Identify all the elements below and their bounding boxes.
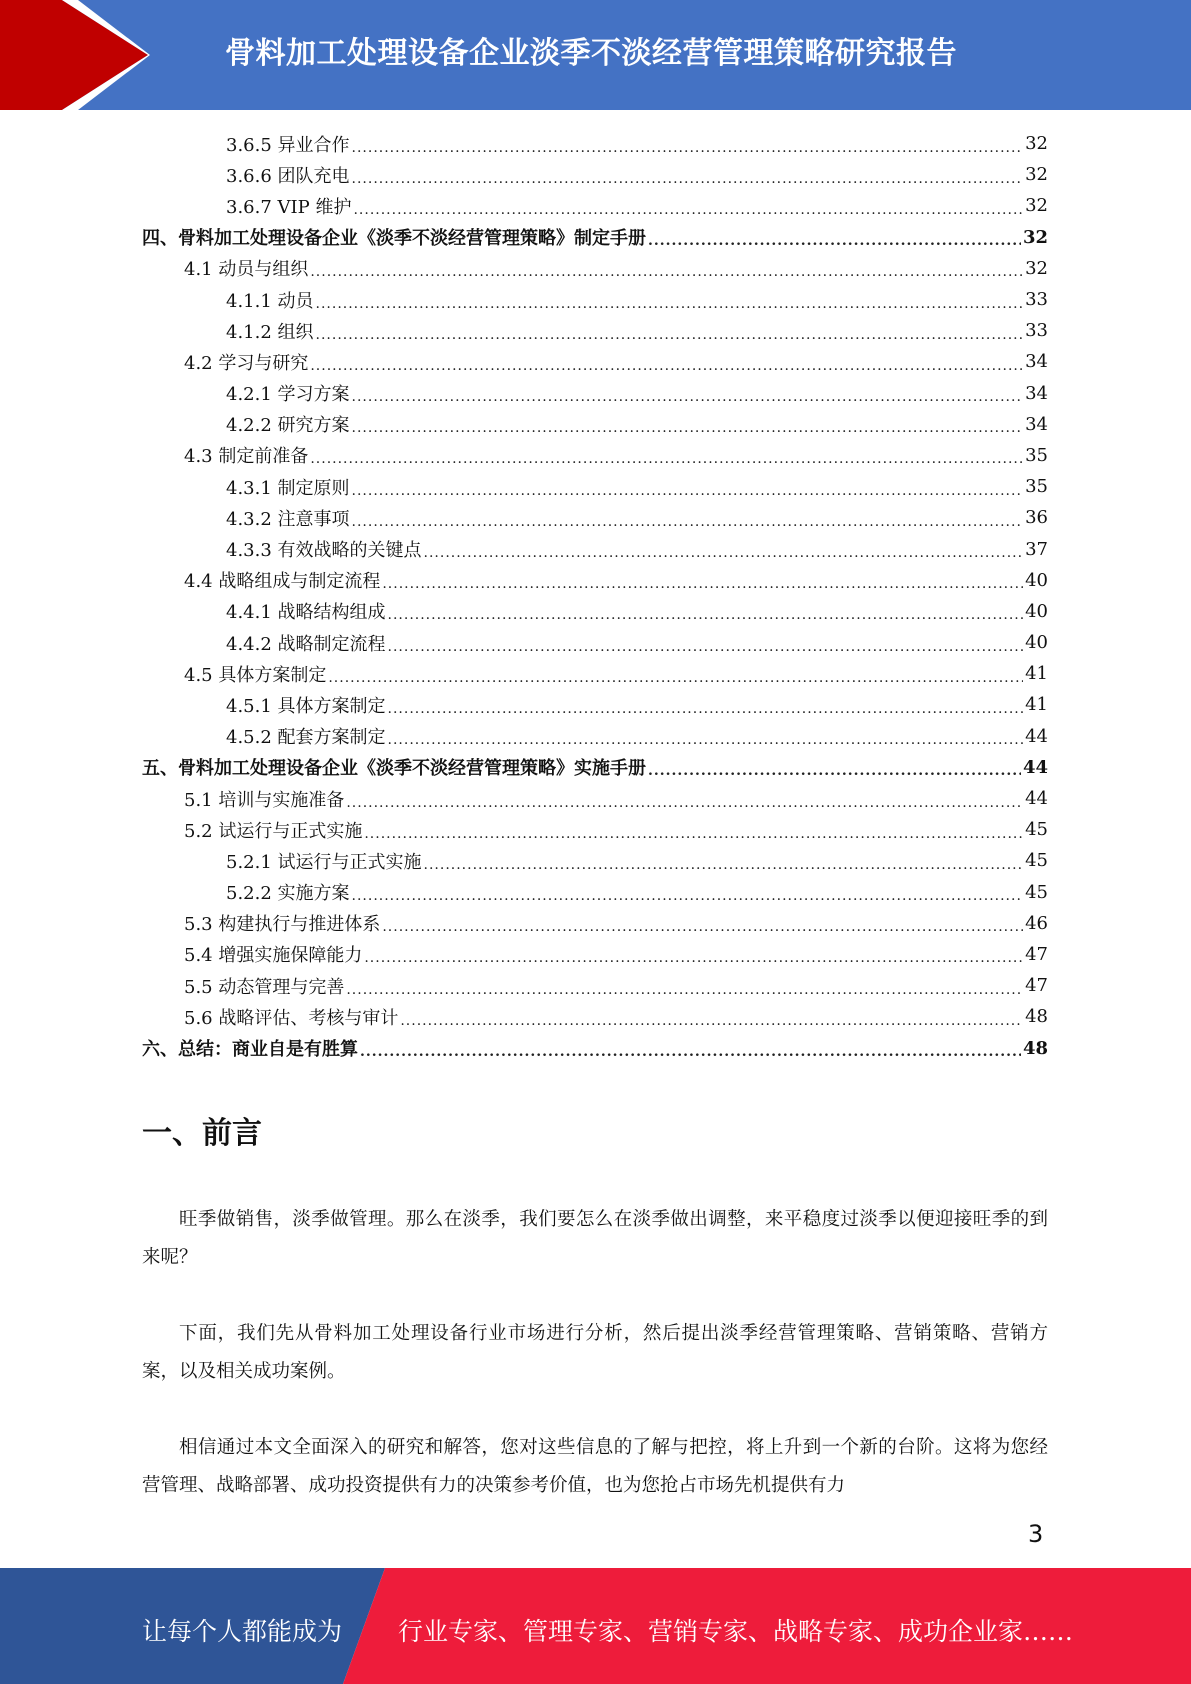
toc-leader-dots <box>352 888 1024 904</box>
toc-entry-page: 45 <box>1025 819 1048 841</box>
toc-entry-page: 41 <box>1025 694 1048 716</box>
toc-entry-page: 33 <box>1025 289 1048 311</box>
toc-entry-page: 35 <box>1025 444 1048 466</box>
toc-leader-dots <box>328 670 1023 686</box>
toc-entry-label: 4.5.2 配套方案制定 <box>226 727 386 749</box>
toc-leader-dots <box>316 296 1024 312</box>
toc-entry[interactable] <box>142 440 1048 471</box>
toc-entry-page: 44 <box>1025 725 1048 747</box>
footer-slogan-left: 让每个人都能成为 <box>142 1617 343 1646</box>
toc-entry[interactable] <box>142 908 1048 939</box>
toc-entry[interactable] <box>142 284 1048 315</box>
toc-leader-dots <box>648 763 1021 779</box>
toc-entry-page: 35 <box>1025 476 1048 498</box>
toc-leader-dots <box>352 389 1024 405</box>
toc-entry-label: 5.6 战略评估、考核与审计 <box>184 1007 399 1029</box>
toc-leader-dots <box>364 950 1023 966</box>
toc-leader-dots <box>424 857 1024 873</box>
toc-entry[interactable] <box>142 502 1048 533</box>
toc-entry-page: 47 <box>1025 975 1048 997</box>
toc-entry[interactable] <box>142 128 1048 159</box>
toc-entry-page: 44 <box>1022 756 1048 778</box>
toc-leader-dots <box>310 358 1023 374</box>
toc-entry[interactable] <box>142 253 1048 284</box>
toc-entry[interactable] <box>142 1032 1048 1063</box>
toc-leader-dots <box>388 732 1024 748</box>
toc-entry[interactable] <box>142 346 1048 377</box>
toc-entry-label: 五、骨料加工处理设备企业《淡季不淡经营管理策略》实施手册 <box>142 758 646 780</box>
toc-leader-dots <box>346 795 1023 811</box>
paragraph: 旺季做销售，淡季做管理。那么在淡季，我们要怎么在淡季做出调整，来平稳度过淡季以便迎接旺季的到来呢？ <box>142 1209 1048 1268</box>
toc-entry[interactable] <box>142 752 1048 783</box>
toc-leader-dots <box>353 202 1023 218</box>
toc-entry[interactable] <box>142 1001 1048 1032</box>
toc-entry-label: 4.2.2 研究方案 <box>226 415 350 437</box>
toc-entry-page: 41 <box>1025 663 1048 685</box>
toc-entry-label: 5.5 动态管理与完善 <box>184 976 345 998</box>
toc-entry-page: 32 <box>1025 195 1048 217</box>
toc-leader-dots <box>382 919 1023 935</box>
toc-leader-dots <box>310 264 1023 280</box>
toc-entry[interactable] <box>142 159 1048 190</box>
toc-entry-page: 48 <box>1025 1006 1048 1028</box>
toc-entry-page: 40 <box>1025 600 1048 622</box>
section-heading: 一、前言 <box>142 1116 262 1151</box>
table-of-contents <box>142 128 1048 1064</box>
toc-entry-label: 4.3.3 有效战略的关键点 <box>226 540 422 562</box>
toc-entry-label: 4.1.2 组织 <box>226 321 314 343</box>
toc-leader-dots <box>424 545 1024 561</box>
page-header <box>0 0 1191 110</box>
toc-entry[interactable] <box>142 409 1048 440</box>
toc-leader-dots <box>388 607 1024 623</box>
toc-entry-label: 4.4.2 战略制定流程 <box>226 633 386 655</box>
toc-entry-label: 5.1 培训与实施准备 <box>184 789 345 811</box>
toc-entry[interactable] <box>142 627 1048 658</box>
toc-entry-label: 4.5.1 具体方案制定 <box>226 695 386 717</box>
toc-entry-label: 3.6.6 团队充电 <box>226 165 350 187</box>
toc-entry[interactable] <box>142 845 1048 876</box>
toc-entry[interactable] <box>142 970 1048 1001</box>
toc-entry[interactable] <box>142 721 1048 752</box>
toc-entry-label: 六、总结：商业自是有胜算 <box>142 1039 358 1061</box>
toc-entry-page: 44 <box>1025 788 1048 810</box>
toc-entry-page: 33 <box>1025 320 1048 342</box>
toc-leader-dots <box>352 483 1024 499</box>
toc-entry[interactable] <box>142 315 1048 346</box>
footer-slogan-right: 行业专家、管理专家、营销专家、战略专家、成功企业家…… <box>398 1617 1074 1646</box>
toc-entry[interactable] <box>142 565 1048 596</box>
toc-entry-label: 5.2 试运行与正式实施 <box>184 820 363 842</box>
toc-entry-label: 4.4 战略组成与制定流程 <box>184 571 381 593</box>
toc-entry-page: 40 <box>1025 632 1048 654</box>
toc-entry-label: 5.2.1 试运行与正式实施 <box>226 851 422 873</box>
toc-entry-page: 32 <box>1025 133 1048 155</box>
toc-leader-dots <box>352 140 1024 156</box>
toc-entry-page: 32 <box>1025 164 1048 186</box>
toc-entry-label: 4.4.1 战略结构组成 <box>226 602 386 624</box>
toc-leader-dots <box>388 701 1024 717</box>
toc-entry-label: 4.2 学习与研究 <box>184 352 309 374</box>
toc-entry-label: 4.1 动员与组织 <box>184 259 309 281</box>
toc-entry-page: 47 <box>1025 943 1048 965</box>
toc-entry[interactable] <box>142 471 1048 502</box>
toc-entry-page: 32 <box>1025 257 1048 279</box>
toc-entry-label: 5.2.2 实施方案 <box>226 883 350 905</box>
toc-entry-page: 45 <box>1025 881 1048 903</box>
toc-entry[interactable] <box>142 877 1048 908</box>
toc-entry-page: 45 <box>1025 850 1048 872</box>
toc-leader-dots <box>648 233 1021 249</box>
page-footer <box>0 1568 1191 1684</box>
toc-leader-dots <box>352 171 1024 187</box>
toc-leader-dots <box>352 514 1024 530</box>
toc-entry-page: 48 <box>1022 1037 1048 1059</box>
paragraph: 下面，我们先从骨料加工处理设备行业市场进行分析，然后提出淡季经营管理策略、营销策略、营销方案，以及相关成功案例。 <box>142 1323 1048 1382</box>
toc-entry-page: 34 <box>1025 413 1048 435</box>
paragraph: 相信通过本文全面深入的研究和解答，您对这些信息的了解与把控，将上升到一个新的台阶。这将为您经营管理、战略部署、成功投资提供有力的决策参考价值，也为您抢占市场先机提供有力 <box>142 1437 1048 1496</box>
toc-entry-label: 5.3 构建执行与推进体系 <box>184 914 381 936</box>
toc-entry[interactable] <box>142 658 1048 689</box>
toc-entry-label: 4.2.1 学习方案 <box>226 384 350 406</box>
toc-entry[interactable] <box>142 596 1048 627</box>
toc-entry-page: 46 <box>1025 912 1048 934</box>
toc-entry[interactable] <box>142 533 1048 564</box>
toc-entry[interactable] <box>142 939 1048 970</box>
toc-entry-label: 4.3.1 制定原则 <box>226 477 350 499</box>
toc-entry-page: 34 <box>1025 382 1048 404</box>
toc-leader-dots <box>346 982 1023 998</box>
toc-entry[interactable] <box>142 783 1048 814</box>
toc-entry[interactable] <box>142 190 1048 221</box>
toc-leader-dots <box>352 420 1024 436</box>
toc-entry-label: 3.6.5 异业合作 <box>226 134 350 156</box>
toc-entry[interactable] <box>142 689 1048 720</box>
toc-entry[interactable] <box>142 378 1048 409</box>
toc-leader-dots <box>360 1044 1021 1060</box>
toc-entry-page: 34 <box>1025 351 1048 373</box>
header-title: 骨料加工处理设备企业淡季不淡经营管理策略研究报告 <box>225 36 957 71</box>
toc-leader-dots <box>364 826 1023 842</box>
toc-leader-dots <box>388 639 1024 655</box>
toc-entry-label: 5.4 增强实施保障能力 <box>184 945 363 967</box>
toc-entry[interactable] <box>142 814 1048 845</box>
toc-entry-page: 32 <box>1022 226 1048 248</box>
page-number: 3 <box>1028 1520 1044 1548</box>
toc-leader-dots <box>382 576 1023 592</box>
toc-entry-label: 四、骨料加工处理设备企业《淡季不淡经营管理策略》制定手册 <box>142 228 646 250</box>
toc-entry-page: 40 <box>1025 569 1048 591</box>
toc-leader-dots <box>400 1013 1023 1029</box>
toc-entry-page: 37 <box>1025 538 1048 560</box>
toc-entry-label: 4.5 具体方案制定 <box>184 664 327 686</box>
toc-entry-page: 36 <box>1025 507 1048 529</box>
toc-entry-label: 4.3 制定前准备 <box>184 446 309 468</box>
toc-leader-dots <box>310 451 1023 467</box>
toc-entry-label: 3.6.7 VIP 维护 <box>226 196 352 218</box>
toc-leader-dots <box>316 327 1024 343</box>
toc-entry-label: 4.3.2 注意事项 <box>226 508 350 530</box>
toc-entry-label: 4.1.1 动员 <box>226 290 314 312</box>
toc-entry[interactable] <box>142 222 1048 253</box>
